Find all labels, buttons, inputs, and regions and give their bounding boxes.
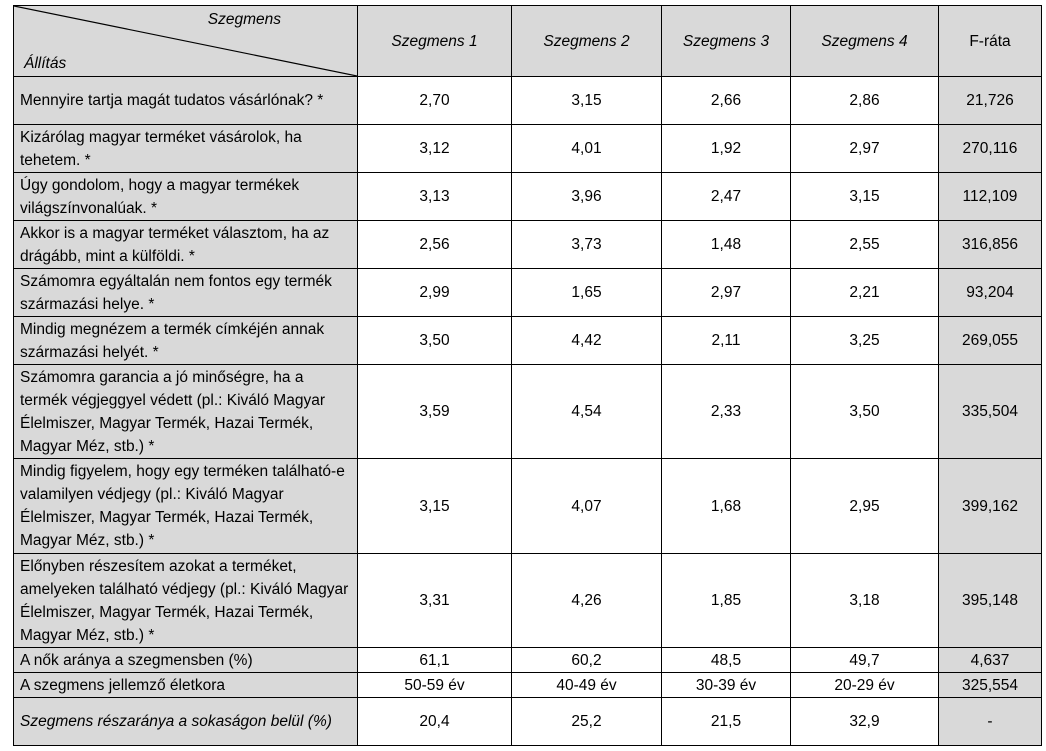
segment-4-value: 2,55	[791, 221, 939, 269]
segment-4-value: 2,97	[791, 125, 939, 173]
segment-4-value: 3,50	[791, 365, 939, 459]
segment-4-value: 49,7	[791, 648, 939, 673]
segment-3-value: 21,5	[662, 698, 791, 746]
segment-2-value: 40-49 év	[512, 673, 662, 698]
segment-2-value: 4,01	[512, 125, 662, 173]
statement-cell: Úgy gondolom, hogy a magyar termékek világszínvonalúak. *	[14, 173, 358, 221]
table-row	[14, 648, 1042, 673]
statement-cell: Számomra garancia a jó minőségre, ha a termék végjeggyel védett (pl.: Kiváló Magyar Élelmiszer, Magyar Termék, Hazai Termék, Magyar Méz, stb.) *	[14, 365, 358, 459]
statement-cell: A nők aránya a szegmensben (%)	[14, 648, 358, 673]
segment-1-value: 20,4	[358, 698, 512, 746]
table-row	[14, 673, 1042, 698]
statement-cell: Szegmens részaránya a sokaságon belül (%)	[14, 698, 358, 746]
statement-cell: Akkor is a magyar terméket választom, ha az drágább, mint a külföldi. *	[14, 221, 358, 269]
segment-4-value: 32,9	[791, 698, 939, 746]
segment-2-value: 1,65	[512, 269, 662, 317]
segment-1-value: 2,70	[358, 77, 512, 125]
segment-4-value: 2,95	[791, 459, 939, 554]
segment-1-value: 3,12	[358, 125, 512, 173]
f-ratio-value: 269,055	[939, 317, 1042, 365]
segment-4-value: 20-29 év	[791, 673, 939, 698]
segment-1-value: 3,50	[358, 317, 512, 365]
table-row	[14, 554, 1042, 648]
segment-table	[13, 5, 1042, 746]
segment-2-value: 3,73	[512, 221, 662, 269]
segment-2-value: 4,07	[512, 459, 662, 554]
f-ratio-value: 399,162	[939, 459, 1042, 554]
table-row	[14, 698, 1042, 746]
statement-cell: Számomra egyáltalán nem fontos egy termék származási helye. *	[14, 269, 358, 317]
statement-cell: Mindig figyelem, hogy egy terméken található-e valamilyen védjegy (pl.: Kiváló Magyar Élelmiszer, Magyar Termék, Hazai Termék, Magyar Méz, stb.) *	[14, 459, 358, 554]
table-row	[14, 221, 1042, 269]
segment-3-value: 1,92	[662, 125, 791, 173]
statement-cell: Mindig megnézem a termék címkéjén annak származási helyét. *	[14, 317, 358, 365]
segment-2-value: 25,2	[512, 698, 662, 746]
corner-header	[14, 6, 358, 77]
f-ratio-value: 325,554	[939, 673, 1042, 698]
segment-1-value: 2,99	[358, 269, 512, 317]
table-row	[14, 77, 1042, 125]
col-header-segment-4: Szegmens 4	[791, 6, 939, 77]
f-ratio-value: 335,504	[939, 365, 1042, 459]
segment-3-value: 48,5	[662, 648, 791, 673]
segment-3-value: 2,11	[662, 317, 791, 365]
col-header-segment-3: Szegmens 3	[662, 6, 791, 77]
segment-1-value: 3,59	[358, 365, 512, 459]
table-row	[14, 173, 1042, 221]
corner-top-label: Szegmens	[207, 11, 281, 28]
segment-1-value: 61,1	[358, 648, 512, 673]
segment-4-value: 3,25	[791, 317, 939, 365]
table-row	[14, 125, 1042, 173]
f-ratio-value: 93,204	[939, 269, 1042, 317]
f-ratio-value: 4,637	[939, 648, 1042, 673]
header-row	[14, 6, 1042, 77]
segment-3-value: 2,66	[662, 77, 791, 125]
col-header-segment-1: Szegmens 1	[358, 6, 512, 77]
table-row	[14, 459, 1042, 554]
table-body	[14, 77, 1042, 746]
segment-1-value: 3,13	[358, 173, 512, 221]
segment-2-value: 4,54	[512, 365, 662, 459]
statement-cell: Mennyire tartja magát tudatos vásárlónak? *	[14, 77, 358, 125]
segment-3-value: 30-39 év	[662, 673, 791, 698]
segment-1-value: 3,15	[358, 459, 512, 554]
table-row	[14, 365, 1042, 459]
f-ratio-value: 395,148	[939, 554, 1042, 648]
statement-cell: Kizárólag magyar terméket vásárolok, ha tehetem. *	[14, 125, 358, 173]
segment-4-value: 3,18	[791, 554, 939, 648]
segment-1-value: 3,31	[358, 554, 512, 648]
segment-3-value: 1,85	[662, 554, 791, 648]
segment-4-value: 2,21	[791, 269, 939, 317]
segment-2-value: 60,2	[512, 648, 662, 673]
corner-bottom-label: Állítás	[24, 55, 67, 72]
f-ratio-value: 112,109	[939, 173, 1042, 221]
f-ratio-value: 316,856	[939, 221, 1042, 269]
segment-3-value: 1,68	[662, 459, 791, 554]
segment-3-value: 2,47	[662, 173, 791, 221]
segment-4-value: 2,86	[791, 77, 939, 125]
segment-2-value: 4,42	[512, 317, 662, 365]
table-row	[14, 269, 1042, 317]
table-row	[14, 317, 1042, 365]
f-ratio-value: 21,726	[939, 77, 1042, 125]
segment-1-value: 50-59 év	[358, 673, 512, 698]
f-ratio-value: -	[939, 698, 1042, 746]
segment-2-value: 3,96	[512, 173, 662, 221]
segment-3-value: 1,48	[662, 221, 791, 269]
segment-3-value: 2,33	[662, 365, 791, 459]
segment-3-value: 2,97	[662, 269, 791, 317]
statement-cell: Előnyben részesítem azokat a terméket, amelyeken található védjegy (pl.: Kiváló Magyar Élelmiszer, Magyar Termék, Hazai Termék, Magyar Méz, stb.) *	[14, 554, 358, 648]
segment-2-value: 3,15	[512, 77, 662, 125]
segment-4-value: 3,15	[791, 173, 939, 221]
segment-2-value: 4,26	[512, 554, 662, 648]
f-ratio-value: 270,116	[939, 125, 1042, 173]
segment-1-value: 2,56	[358, 221, 512, 269]
statement-cell: A szegmens jellemző életkora	[14, 673, 358, 698]
col-header-segment-2: Szegmens 2	[512, 6, 662, 77]
col-header-f-ratio: F-ráta	[939, 6, 1042, 77]
